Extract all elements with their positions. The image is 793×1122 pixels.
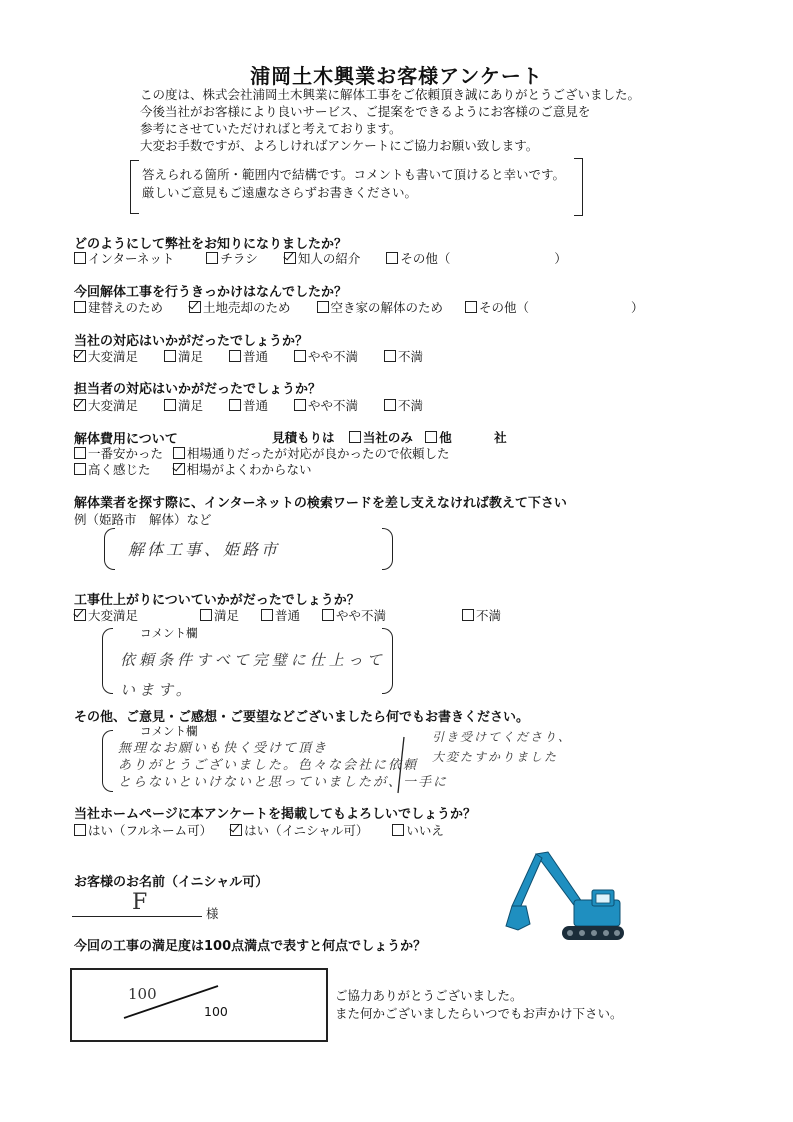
q9-option-initials[interactable]: はい（イニシャル可） (230, 823, 368, 838)
checkbox-checked[interactable] (74, 399, 86, 411)
checkbox[interactable] (317, 301, 329, 313)
intro-line: 今後当社がお客様により良いサービス、ご提案をできるようにお客様のご意見を (140, 104, 591, 119)
checkbox[interactable] (386, 252, 398, 264)
q7-comment-label: コメント欄 (140, 626, 198, 640)
checkbox[interactable] (229, 350, 241, 362)
checkbox[interactable] (173, 447, 185, 459)
q9-option-no[interactable]: いいえ (392, 823, 444, 838)
checkbox-checked[interactable] (74, 609, 86, 621)
page-title: 浦岡土木興業お客様アンケート (250, 64, 543, 88)
checkbox-checked[interactable] (173, 463, 185, 475)
q6-bracket-right (382, 528, 393, 570)
q1-option-other[interactable]: その他（ (386, 251, 450, 266)
note-line: 厳しいご意見もご遠慮なさらずお書きください。 (142, 185, 418, 200)
q1-option-referral[interactable]: 知人の紹介 (284, 251, 361, 266)
question-4: 担当者の対応はいかがだったでしょうか？ (74, 382, 322, 397)
q8-comment-side-line: 引き受けてくださり、 (432, 730, 573, 744)
q8-comment-line: とらないといけないと思っていましたが、一手に (118, 775, 449, 790)
score-question: 今回の工事の満足度は100点満点で表すと何点でしょうか？ (74, 939, 427, 954)
q2-other-close: ） (631, 300, 644, 315)
intro-line: 参考にさせていただければと考えております。 (140, 121, 402, 136)
checkbox[interactable] (294, 350, 306, 362)
q8-bracket-left (102, 730, 113, 792)
name-suffix: 様 (206, 906, 219, 921)
q3-option-very-satisfied[interactable]: 大変満足 (74, 349, 138, 364)
q8-comment-side-line: 大変たすかりました (432, 750, 559, 764)
checkbox[interactable] (294, 399, 306, 411)
q5-estimate-only-us[interactable]: 当社のみ (349, 430, 413, 445)
checkbox[interactable] (74, 252, 86, 264)
q7-option-very-satisfied[interactable]: 大変満足 (74, 608, 138, 623)
intro-line: 大変お手数ですが、よろしければアンケートにご協力お願い致します。 (140, 138, 539, 153)
q1-option-internet[interactable]: インターネット (74, 251, 174, 266)
checkbox[interactable] (425, 431, 437, 443)
q5-options-row2 (74, 460, 312, 478)
question-9: 当社ホームページに本アンケートを掲載してもよろしいでしょうか？ (74, 807, 476, 822)
q7-option-satisfied[interactable]: 満足 (200, 608, 239, 623)
question-1: どのようにして弊社をお知りになりましたか？ (74, 237, 348, 252)
question-3: 当社の対応はいかがだったでしょうか？ (74, 334, 309, 349)
question-6: 解体業者を探す際に、インターネットの検索ワードを差し支えなければ教えて下さい (74, 496, 567, 511)
checkbox-checked[interactable] (230, 824, 242, 836)
q6-example: 例（姫路市 解体）など (74, 512, 212, 527)
q2-options (74, 298, 644, 316)
checkbox[interactable] (74, 463, 86, 475)
q3-options (74, 347, 423, 365)
score-max: 100 (204, 1004, 228, 1019)
name-underline (72, 916, 202, 917)
checkbox[interactable] (384, 399, 396, 411)
checkbox[interactable] (200, 609, 212, 621)
question-7: 工事仕上がりについていかがだったでしょうか？ (74, 593, 360, 608)
checkbox-checked[interactable] (284, 252, 296, 264)
q7-comment[interactable] (120, 645, 386, 705)
q4-option-neutral[interactable]: 普通 (229, 398, 268, 413)
q2-option-rebuild[interactable]: 建替えのため (74, 300, 163, 315)
checkbox[interactable] (74, 301, 86, 313)
q6-bracket-left (104, 528, 115, 570)
q5-option-market-good-service[interactable]: 相場通りだったが対応が良かったので依頼した (173, 446, 450, 461)
q3-option-dissatisfied[interactable]: 不満 (384, 349, 423, 364)
closing-line: また何かございましたらいつでもお声かけ下さい。 (335, 1006, 623, 1021)
q7-options (74, 606, 501, 624)
q7-bracket-left (102, 628, 113, 694)
q3-option-somewhat-dissatisfied[interactable]: やや不満 (294, 349, 358, 364)
intro-line: この度は、株式会社浦岡土木興業に解体工事をご依頼頂き誠にありがとうございました。 (140, 87, 641, 102)
note-line: 答えられる箇所・範囲内で結構です。コメントも書いて頂けると幸いです。 (142, 167, 566, 182)
closing-text (335, 987, 623, 1023)
checkbox[interactable] (384, 350, 396, 362)
intro-text (140, 86, 640, 154)
name-value[interactable]: F (132, 890, 148, 915)
excavator-icon (496, 850, 631, 946)
q7-option-somewhat-dissatisfied[interactable]: やや不満 (322, 608, 386, 623)
checkbox[interactable] (74, 824, 86, 836)
checkbox-checked[interactable] (189, 301, 201, 313)
q4-option-somewhat-dissatisfied[interactable]: やや不満 (294, 398, 358, 413)
q9-options (74, 821, 444, 839)
q4-options (74, 396, 423, 414)
checkbox[interactable] (465, 301, 477, 313)
q8-comment-side (432, 727, 572, 767)
q5-option-expensive[interactable]: 高く感じた (74, 462, 151, 477)
note-bracket-right (574, 158, 583, 216)
checkbox[interactable] (322, 609, 334, 621)
q2-option-other[interactable]: その他（ (465, 300, 529, 315)
q7-option-dissatisfied[interactable]: 不満 (462, 608, 501, 623)
q8-comment-line: ありがとうございました。色々な会社に依頼 (118, 758, 419, 773)
q4-option-satisfied[interactable]: 満足 (164, 398, 203, 413)
checkbox[interactable] (164, 350, 176, 362)
q2-option-land-sale[interactable]: 土地売却のため (189, 300, 291, 315)
q8-comment-line: 無理なお願いも快く受けて頂き (118, 741, 329, 756)
checkbox[interactable] (392, 824, 404, 836)
checkbox[interactable] (206, 252, 218, 264)
q7-option-neutral[interactable]: 普通 (261, 608, 300, 623)
note-bracket-left (130, 160, 139, 214)
closing-line: ご協力ありがとうございました。 (335, 988, 523, 1003)
q7-comment-line: います。 (120, 681, 195, 699)
q4-option-very-satisfied[interactable]: 大変満足 (74, 398, 138, 413)
q5-option-unknown-market[interactable]: 相場がよくわからない (173, 462, 312, 477)
q2-option-vacant-house[interactable]: 空き家の解体のため (317, 300, 444, 315)
q6-answer[interactable]: 解体工事、姫路市 (128, 540, 281, 559)
checkbox[interactable] (229, 399, 241, 411)
q3-option-neutral[interactable]: 普通 (229, 349, 268, 364)
q5-estimate-label: 見積もりは (272, 430, 335, 445)
checkbox[interactable] (349, 431, 361, 443)
q8-comment[interactable] (118, 740, 448, 791)
q1-other-close: ） (554, 251, 567, 266)
q5-estimate-suffix: 社 (494, 430, 507, 445)
q4-option-dissatisfied[interactable]: 不満 (384, 398, 423, 413)
checkbox[interactable] (74, 447, 86, 459)
question-8: その他、ご意見・ご感想・ご要望などございましたら何でもお書きください。 (74, 710, 530, 725)
question-2: 今回解体工事を行うきっかけはなんでしたか？ (74, 285, 348, 300)
q1-option-flyer[interactable]: チラシ (206, 251, 258, 266)
q7-comment-line: 依頼条件すべて完璧に仕上って (120, 651, 386, 669)
checkbox[interactable] (164, 399, 176, 411)
checkbox-checked[interactable] (74, 350, 86, 362)
note-text (142, 166, 565, 202)
q5-option-cheapest[interactable]: 一番安かった (74, 446, 163, 461)
question-5: 解体費用について (74, 432, 178, 447)
q3-option-satisfied[interactable]: 満足 (164, 349, 203, 364)
score-value[interactable]: 100 (128, 985, 157, 1003)
q9-option-full-name[interactable]: はい（フルネーム可） (74, 823, 212, 838)
checkbox[interactable] (462, 609, 474, 621)
q5-estimate-others[interactable]: 他 (425, 430, 452, 445)
name-label: お客様のお名前（イニシャル可） (74, 875, 269, 890)
q8-comment-label: コメント欄 (140, 724, 198, 738)
checkbox[interactable] (261, 609, 273, 621)
q1-options (74, 249, 567, 267)
